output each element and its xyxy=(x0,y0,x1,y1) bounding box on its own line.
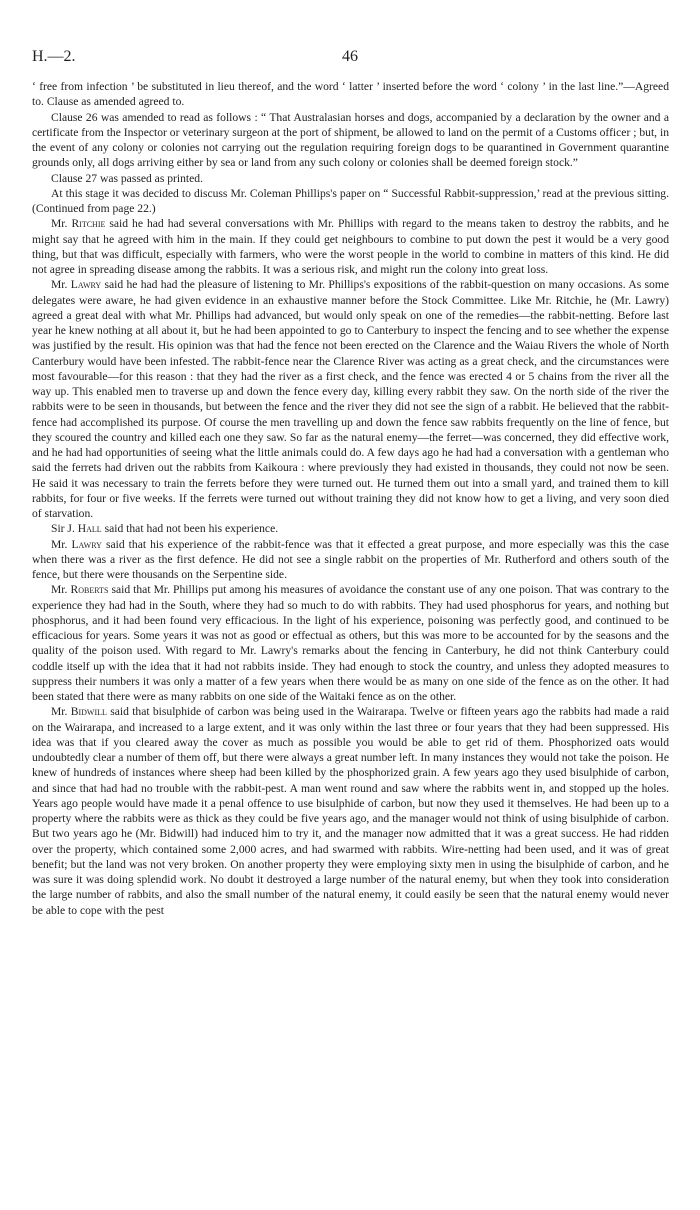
speaker-name: Roberts xyxy=(70,583,109,597)
paragraph-text: Mr. xyxy=(51,705,71,719)
paragraph-text: Sir J. xyxy=(51,522,78,536)
paragraph xyxy=(32,277,669,521)
document-code: H.—2. xyxy=(32,48,76,65)
paragraph xyxy=(32,79,669,110)
speaker-name: Hall xyxy=(77,522,102,536)
speaker-name: Ritchie xyxy=(71,217,106,231)
paragraph xyxy=(32,704,669,918)
paragraph-text: said that had not been his experience. xyxy=(101,522,279,536)
paragraph-text: said that Mr. Phillips put among his measures of avoidance the constant use of any one poison. That was contrary to the experience they had had in the South, where they had so much to do with rabbits. They had used phosphorus for years, and nothing but phosphorus, and it had been found very efficacious. In the light of his experience, poisoning was perfectly good, and continued to be efficacious for years. Some years it was not as good or effectual as others, but this was more to be accounted for by the seasons and the quality of the poison used. With regard to Mr. Lawry's remarks about the fencing in Canterbury, he did not think Canterbury could coddle itself up with the idea that it had not rabbits inside. They had enough to stock the country, and unless they adopted measures to suppress their numbers it was only a matter of a few years when there would be as many on one side of the fence as on the other. It had been stated that there were as many rabbits on one side of the Waitaki fence as on the other. xyxy=(32,583,669,703)
paragraph-text: Clause 27 was passed as printed. xyxy=(51,171,203,185)
speaker-name: Bidwill xyxy=(70,705,107,719)
page-number: 46 xyxy=(342,48,358,65)
paragraph-text: At this stage it was decided to discuss Mr. Coleman Phillips's paper on “ Successful Rabbit-suppression,’ read at the previous sitting. (Continued from page 22.) xyxy=(32,186,669,215)
paragraph-text: said that bisulphide of carbon was being used in the Wairarapa. Twelve or fifteen years ago the rabbits had made a raid on the Wairarapa, and increased to a large extent, and it was only within the last three or four years that they had been suppressed. His idea was that if you cleared away the cover as much as possible you would be able to get rid of them. Phosphorized oats would undoubtedly clear a number of them off, but there were always a great number left. In many instances they would not take the poison. He knew of hundreds of instances where sheep had been killed by the phosphorized grain. A few years ago they used bisulphide of carbon, and since that had had no trouble with the rabbit-pest. A man went round and saw where the rabbits went in, and stopped up the holes. Years ago people would have made it a penal offence to use bisulphide of carbon, but now they used it themselves. He had been up to a property where the rabbits were as thick as they could be five years ago, and the manager would not think of using bisulphide of carbon. But two years ago he (Mr. Bidwill) had induced him to try it, and the manager now admitted that it was a great success. He had ridden over the property, which contained some 2,000 acres, and had swarmed with rabbits. Wire-netting had been used, and it was of great benefit; but the land was not very broken. On another property they were employing sixty men in using the bisulphide of carbon, and he was sure it was doing splendid work. No doubt it destroyed a large number of the natural enemy, but when they took into consideration the large number of rabbits, and also the small number of the natural enemy, it could easily be seen that the natural enemy would never be able to cope with the pest xyxy=(32,705,669,917)
paragraph xyxy=(32,537,669,583)
page-header xyxy=(32,48,668,70)
paragraph-text: Mr. xyxy=(51,583,71,597)
paragraph xyxy=(32,171,669,186)
paragraph xyxy=(32,216,669,277)
paragraph xyxy=(32,110,669,171)
paragraph-text: said he had had several conversations with Mr. Phillips with regard to the means taken to destroy the rabbits, and he might say that he agreed with him in the main. If they could get neighbours to combine to put down the pest it would be a very good thing, but that was difficult, especially with farmers, who were the worst people in the world to combine in matters of this kind. He did not agree in spreading disease among the rabbits. It was a serious risk, and might run the colony into great loss. xyxy=(32,217,670,276)
speaker-name: Lawry xyxy=(71,537,102,551)
paragraph-text: said that his experience of the rabbit-fence was that it effected a great purpose, and more especially was this the case when there was a river as the first defence. He did not see a single rabbit on the properties of Mr. Rutherford and others south of the fence, but there were thousands on the Serpentine side. xyxy=(32,537,669,581)
paragraph-text: ‘ free from infection ’ be substituted in lieu thereof, and the word ‘ latter ’ inserted before the word ‘ colony ’ in the last line.”—Agreed to. Clause as amended agreed to. xyxy=(32,80,669,109)
paragraph-text: Clause 26 was amended to read as follows : “ That Australasian horses and dogs, accompanied by a declaration by the owner and a certificate from the Inspector or veterinary surgeon at the port of shipment, be allowed to land on the permit of a Customs officer ; but, in the event of any colony or colonies not carrying out the regulation requiring foreign dogs to be quarantined in Government quarantine grounds only, all dogs arriving either by sea or land from any such colony or colonies shall be deemed foreign stock.” xyxy=(32,110,669,170)
speaker-name: Lawry xyxy=(70,278,102,292)
paragraph-text: Mr. xyxy=(51,217,72,231)
body-text xyxy=(32,79,669,918)
paragraph-text: said he had had the pleasure of listening to Mr. Phillips's expositions of the rabbit-question on many occasions. As some delegates were aware, he had given evidence in an exhaustive manner before the Stock Committee. Like Mr. Ritchie, he (Mr. Lawry) agreed a great deal with what Mr. Phillips had advanced, but would only speak on one of the remedies—the rabbit-netting. Before last year he knew nothing at all about it, but he had been appointed to go to Canterbury to inspect the fencing and to see whether the expense was justified by the result. His opinion was that had the fence not been erected on the Clarence and the Waiau Rivers the whole of North Canterbury would have been infested. The rabbit-fence near the Clarence River was acting as a great check, and the circumstances were most favourable—for this reason : that they had the river as a first check, and the fence was erected 4 or 5 chains from the river all the way up. This enabled men to traverse up and down the fence every day, killing every rabbit they saw. On the north side of the river the rabbits were to be seen in thousands, but between the fence and the river they did not see the sign of a rabbit. He believed that the rabbit-fence had accomplished its purpose. Of course the men travelling up and down the fence saw rabbits frequently on the line of fence, but they scoured the country and killed each one they saw. So far as the natural enemy—the ferret—was concerned, they did effective work, and he had had opportunities of seeing what the little animals could do. A few days ago he had had a conversation with a gentleman who said the ferrets had driven out the rabbits from Kaikoura : where previously they had existed in thousands, they could not now be seen. He said it was necessary to train the ferrets before they were turned out. He turned them out into a small yard, and trained them to kill rabbits, for four or five weeks. If the ferrets were turned out without training they did not know how to get a living, and very soon died of starvation. xyxy=(32,278,669,520)
paragraph-text: Mr. xyxy=(51,278,71,292)
paragraph xyxy=(32,521,669,536)
paragraph-text: Mr. xyxy=(51,537,72,551)
paragraph xyxy=(32,582,669,704)
paragraph xyxy=(32,186,669,217)
